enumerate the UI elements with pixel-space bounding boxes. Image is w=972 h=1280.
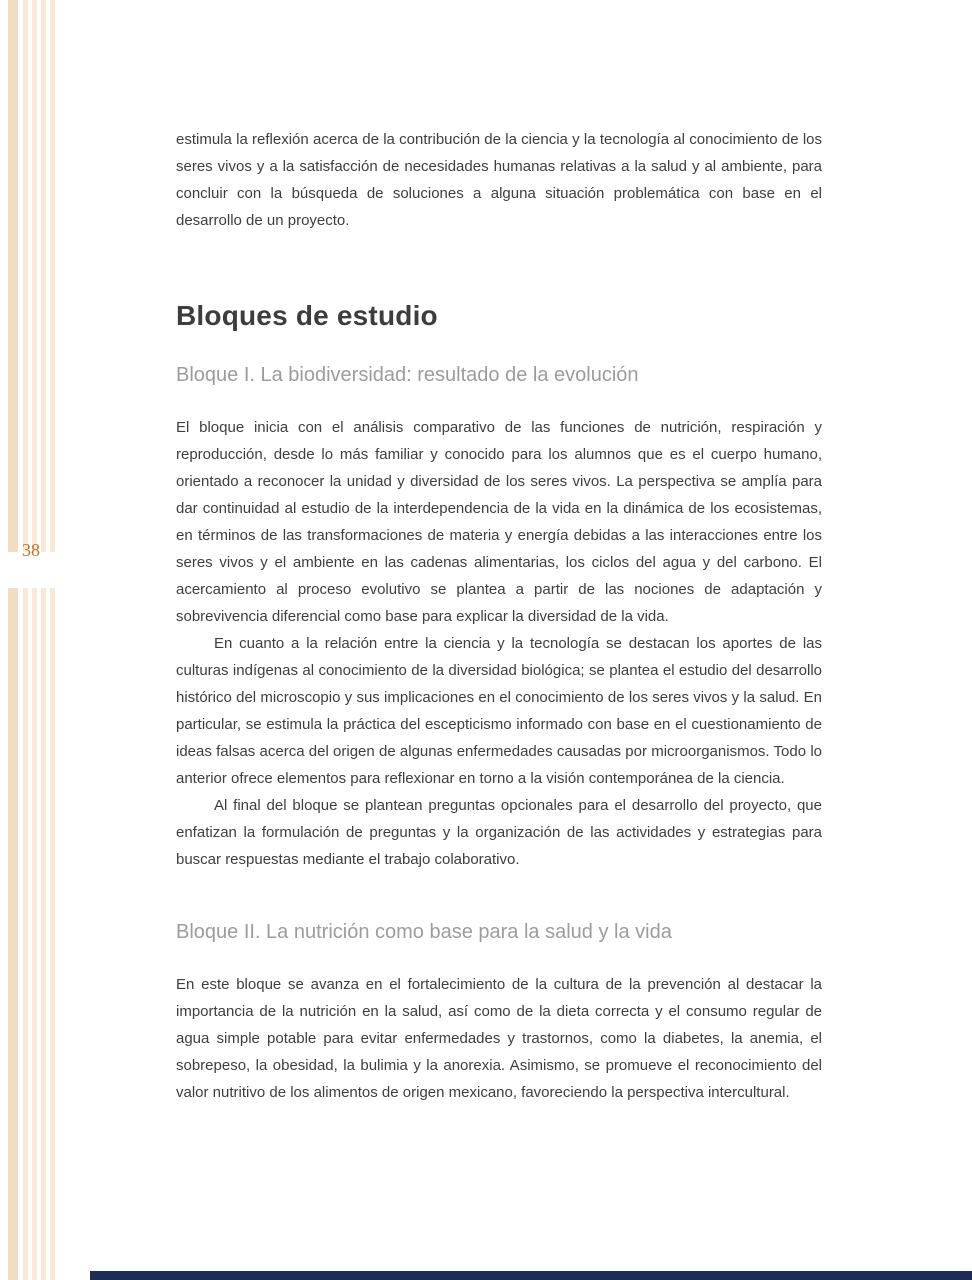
- stripe: [8, 588, 18, 1280]
- stripe: [8, 0, 18, 552]
- left-stripe-decoration-top: [0, 0, 64, 552]
- stripe: [41, 588, 46, 1280]
- paragraph: En cuanto a la relación entre la ciencia y la tecnología se destacan los aportes de las culturas indígenas al conocimiento de la diversidad biológica; se plantea el estudio del desarrollo histórico del microscopio y sus implicaciones en el conocimiento de los seres vivos y la salud. En particular, se estimula la práctica del escepticismo informado con base en el cuestionamiento de ideas falsas acerca del origen de algunas enfermedades causadas por microorganismos. Todo lo anterior ofrece elementos para reflexionar en torno a la visión contemporánea de la ciencia.: [176, 635, 822, 787]
- paragraph: estimula la reflexión acerca de la contribución de la ciencia y la tecnología al conocimiento de los seres vivos y a la satisfacción de necesidades humanas relativas a la salud y al ambiente, para concluir con la búsqueda de soluciones a alguna situación problemática con base en el desarrollo de un proyecto.: [176, 131, 822, 229]
- stripe: [50, 588, 55, 1280]
- block-2-body: [176, 971, 822, 1106]
- footer-bar: [90, 1271, 972, 1280]
- text-column: [176, 126, 822, 1106]
- stripe: [50, 0, 55, 552]
- page-title: Bloques de estudio: [176, 300, 438, 331]
- stripe: [41, 0, 46, 552]
- block-1-body: [176, 414, 822, 873]
- paragraph: El bloque inicia con el análisis comparativo de las funciones de nutrición, respiración y reproducción, desde lo más familiar y conocido para los alumnos que es el cuerpo humano, orientado a reconocer la unidad y diversidad de los seres vivos. La perspectiva se amplía para dar continuidad al estudio de la interdependencia de la vida en la dinámica de los ecosistemas, en términos de las transformaciones de materia y energía debidas a las interacciones entre los seres vivos y el ambiente en las cadenas alimentarias, los ciclos del agua y del carbono. El acercamiento al proceso evolutivo se plantea a partir de las nociones de adaptación y sobrevivencia diferencial como base para explicar la diversidad de la vida.: [176, 419, 822, 625]
- stripe: [32, 0, 37, 552]
- paragraph: En este bloque se avanza en el fortalecimiento de la cultura de la prevención al destacar la importancia de la nutrición en la salud, así como de la dieta correcta y el consumo regular de agua simple potable para evitar enfermedades y trastornos, como la diabetes, la anemia, el sobrepeso, la obesidad, la bulimia y la anorexia. Asimismo, se promueve el reconocimiento del valor nutritivo de los alimentos de origen mexicano, favoreciendo la perspectiva intercultural.: [176, 976, 822, 1101]
- stripe: [23, 0, 28, 552]
- stripe: [32, 588, 37, 1280]
- page-number: 38: [22, 540, 40, 560]
- left-stripe-decoration-bottom: [0, 588, 64, 1280]
- block-2-title: Bloque II. La nutrición como base para la salud y la vida: [176, 921, 672, 943]
- block-1-title: Bloque I. La biodiversidad: resultado de la evolución: [176, 364, 639, 386]
- paragraph: Al final del bloque se plantean preguntas opcionales para el desarrollo del proyecto, que enfatizan la formulación de preguntas y la organización de las actividades y estrategias para buscar respuestas mediante el trabajo colaborativo.: [176, 797, 822, 868]
- stripe: [23, 588, 28, 1280]
